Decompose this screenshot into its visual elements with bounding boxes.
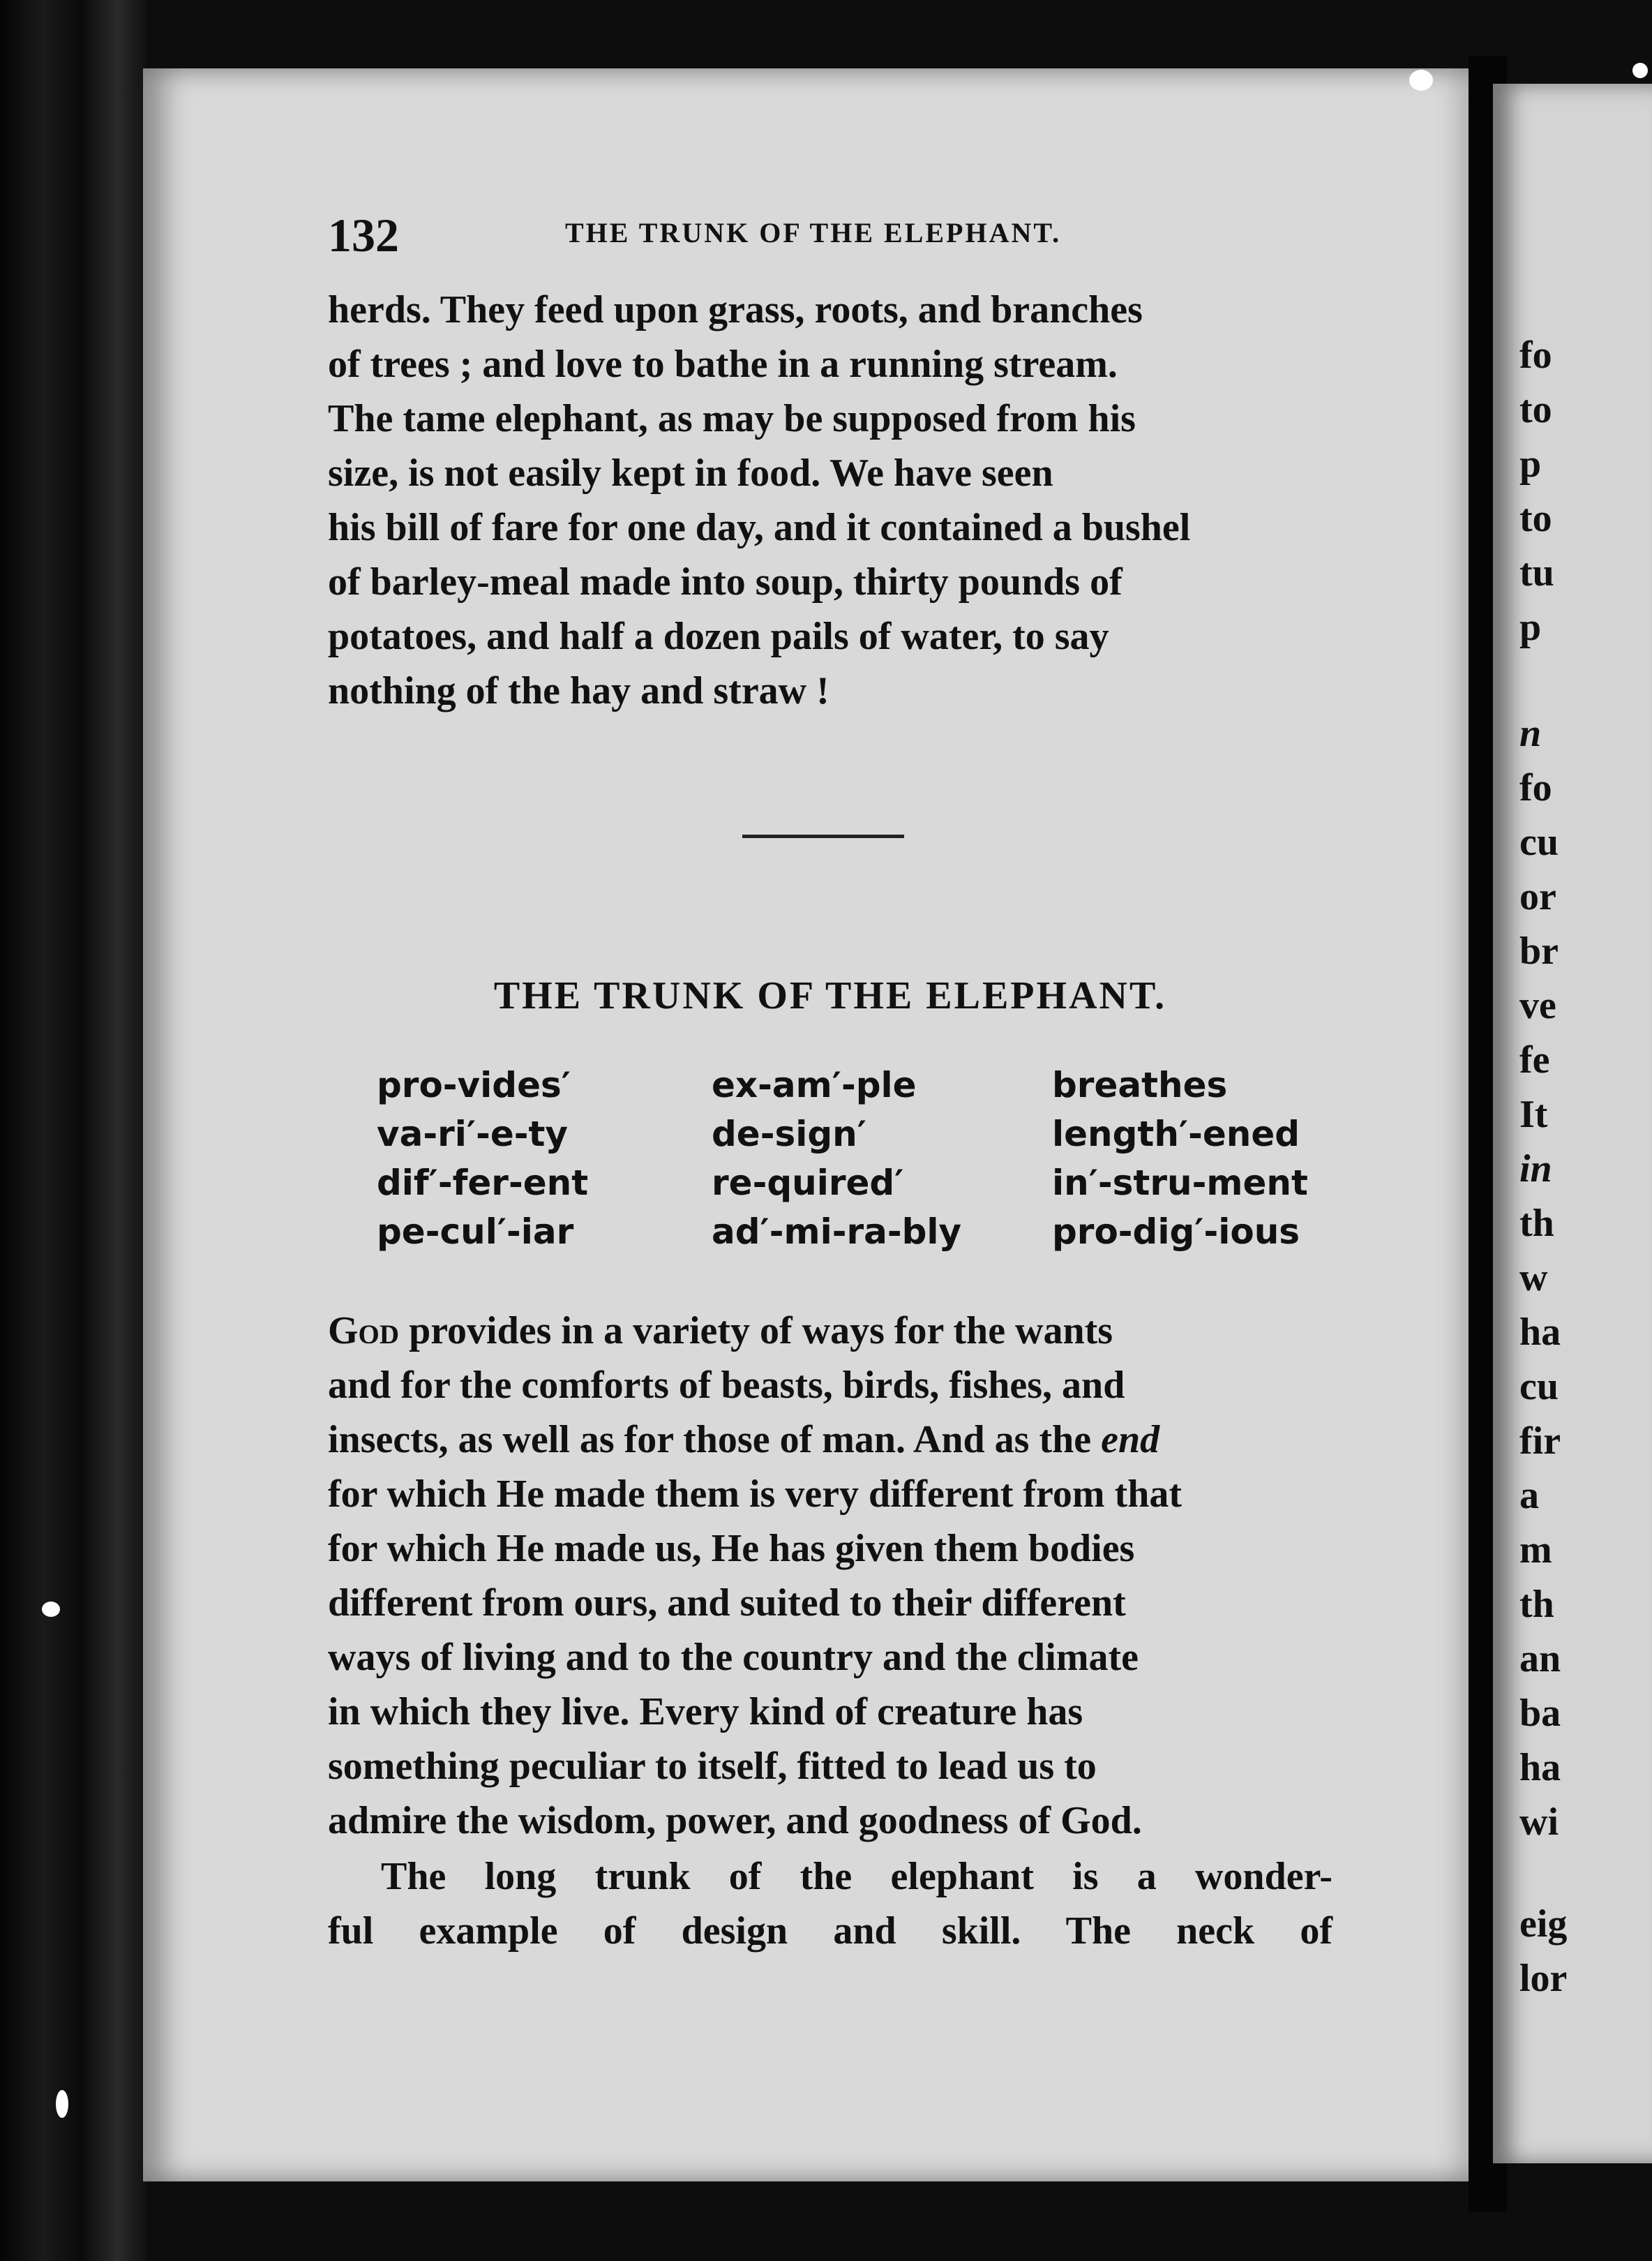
text-line: size, is not easily kept in food. We have seen — [328, 452, 1053, 495]
spelling-word-list — [377, 1061, 1339, 1256]
facing-fragment: ha — [1519, 1746, 1561, 1789]
italic-word: end — [1101, 1418, 1160, 1461]
facing-fragment: fe — [1519, 1038, 1550, 1082]
facing-fragment: ba — [1519, 1692, 1561, 1735]
page-number: 132 — [328, 209, 399, 262]
text-line: for which He made us, He has given them bodies — [328, 1527, 1135, 1570]
facing-fragment: to — [1519, 497, 1552, 540]
facing-fragment: ha — [1519, 1311, 1561, 1354]
spelling-word: de-sign′ — [712, 1114, 866, 1154]
text-fragment: provides in a variety of ways for the wants — [399, 1309, 1113, 1352]
spelling-word: breathes — [1052, 1065, 1228, 1105]
facing-fragment: n — [1519, 712, 1542, 755]
spelling-word: pro-dig′-ious — [1052, 1211, 1300, 1252]
facing-fragment: br — [1519, 930, 1559, 973]
text-line: admire the wisdom, power, and goodness of God. — [328, 1799, 1142, 1842]
spelling-word: re-quired′ — [712, 1163, 904, 1203]
text-line: for which He made them is very different from that — [328, 1472, 1182, 1516]
text-line: different from ours, and suited to their different — [328, 1581, 1126, 1625]
section-divider — [742, 835, 904, 838]
text-line: his bill of fare for one day, and it contained a bushel — [328, 506, 1191, 549]
section-heading: THE TRUNK OF THE ELEPHANT. — [493, 974, 1167, 1017]
spelling-word: ex-am′-ple — [712, 1065, 917, 1105]
scan-speck — [42, 1602, 60, 1617]
facing-fragment: lor — [1519, 1957, 1568, 2000]
spelling-word: pe-cul′-iar — [377, 1211, 574, 1252]
spelling-word: va-ri′-e-ty — [377, 1114, 568, 1154]
facing-fragment: a — [1519, 1474, 1539, 1517]
text-line: ways of living and to the country and the climate — [328, 1636, 1139, 1679]
facing-fragment: th — [1519, 1202, 1554, 1245]
text-line: ful example of design and skill. The neck of — [328, 1909, 1332, 1953]
spelling-word: pro-vides′ — [377, 1065, 571, 1105]
facing-fragment: cu — [1519, 1365, 1559, 1408]
text-line: of trees ; and love to bathe in a running stream. — [328, 343, 1118, 386]
text-line: of barley-meal made into soup, thirty pounds of — [328, 560, 1122, 604]
text-line: The long trunk of the elephant is a wonder- — [381, 1855, 1332, 1898]
facing-fragment: fir — [1519, 1419, 1561, 1463]
first-word-smallcaps: God — [328, 1309, 400, 1352]
facing-fragment: w — [1519, 1256, 1548, 1299]
facing-fragment: tu — [1519, 551, 1554, 595]
facing-fragment: p — [1519, 606, 1542, 649]
text-line: something peculiar to itself, fitted to lead us to — [328, 1745, 1097, 1788]
facing-fragment: th — [1519, 1583, 1554, 1626]
text-line: and for the comforts of beasts, birds, fishes, and — [328, 1364, 1125, 1407]
spelling-word: ad′-mi-ra-bly — [712, 1211, 962, 1252]
scan-speck — [1632, 63, 1648, 78]
facing-fragment: an — [1519, 1637, 1561, 1680]
text-line: in which they live. Every kind of creature has — [328, 1690, 1083, 1733]
text-line: herds. They feed upon grass, roots, and branches — [328, 288, 1143, 331]
running-head — [328, 208, 1332, 262]
book-spine — [0, 0, 147, 2261]
paragraph-2 — [328, 1304, 1332, 1848]
facing-fragment: cu — [1519, 821, 1559, 864]
facing-fragment: p — [1519, 442, 1542, 486]
text-fragment: insects, as well as for those of man. And as the — [328, 1418, 1102, 1461]
facing-fragment: or — [1519, 875, 1556, 918]
paragraph-3 — [328, 1849, 1332, 1958]
text-line: nothing of the hay and straw ! — [328, 669, 829, 712]
facing-fragment: eig — [1519, 1902, 1568, 1946]
scan-speck — [56, 2090, 68, 2118]
facing-fragment: to — [1519, 388, 1552, 431]
facing-fragment: fo — [1519, 766, 1552, 809]
spelling-word: dif′-fer-ent — [377, 1163, 589, 1203]
spelling-word: in′-stru-ment — [1052, 1163, 1308, 1203]
facing-fragment: ve — [1519, 984, 1556, 1027]
paragraph-1 — [328, 283, 1332, 718]
facing-fragment: wi — [1519, 1800, 1559, 1844]
facing-page — [1493, 84, 1652, 2163]
scan-speck — [1409, 70, 1433, 91]
facing-fragment: fo — [1519, 334, 1552, 377]
facing-fragment: m — [1519, 1528, 1552, 1572]
text-line: The tame elephant, as may be supposed from his — [328, 397, 1136, 440]
facing-fragment: in — [1519, 1147, 1552, 1191]
spelling-word: length′-ened — [1052, 1114, 1300, 1154]
text-line — [328, 1304, 1332, 1358]
text-line — [328, 1412, 1332, 1467]
text-line: potatoes, and half a dozen pails of water, to say — [328, 615, 1109, 658]
facing-fragment: It — [1519, 1093, 1548, 1136]
running-title: THE TRUNK OF THE ELEPHANT. — [565, 217, 1062, 248]
